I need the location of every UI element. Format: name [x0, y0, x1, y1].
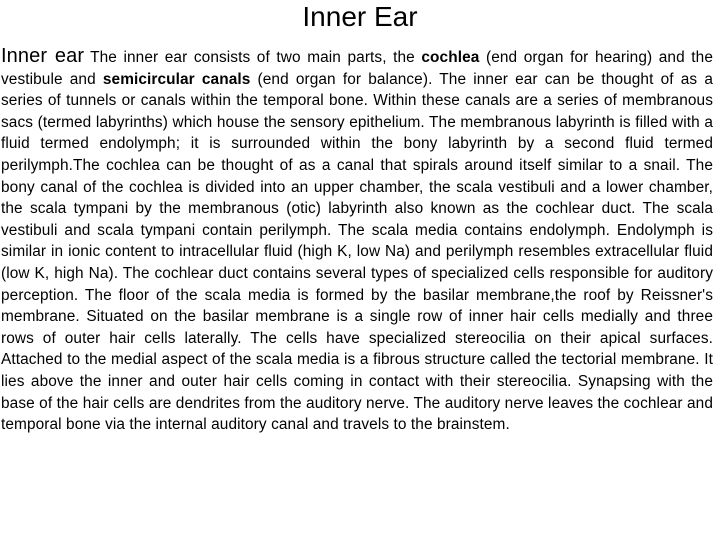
body-paragraph [1, 46, 713, 436]
term-cochlea: cochlea [421, 49, 480, 66]
lead-term: Inner ear [1, 45, 85, 67]
page-title: Inner Ear [302, 1, 418, 32]
text-segment-3: (end organ for balance). The inner ear can be thought of as a series of tunnels or canals within the temporal bone. Within these canals are a series of membranous sacs (termed labyrinths) which house the sensory epithelium. The membranous labyrinth is filled with a fluid termed endolymph; it is surrounded within the bony labyrinth by a second fluid termed perilymph.The cochlea can be thought of as a canal that spirals around itself similar to a snail. The bony canal of the cochlea is divided into an upper chamber, the scala vestibuli and a lower chamber, the scala tympani by the membranous (otic) labyrinth also known as the cochlear duct. The scala vestibuli and scala tympani contain perilymph. The scala media contains endolymph. Endolymph is similar in ionic content to intracellular fluid (high K, low Na) and perilymph resembles extracellular fluid (low K, high Na). The cochlear duct contains several types of specialized cells responsible for auditory perception. The floor of the scala media is formed by the basilar membrane,the roof by Reissner's membrane. Situated on the basilar membrane is a single row of inner hair cells medially and three rows of outer hair cells laterally. The cells have specialized stereocilia on their apical surfaces. Attached to the medial aspect of the scala media is a fibrous structure called the tectorial membrane. It lies above the inner and outer hair cells coming in contact with their stereocilia. Synapsing with the base of the hair cells are dendrites from the auditory nerve. The auditory nerve leaves the cochlear and temporal bone via the internal auditory canal and travels to the brainstem. [1, 70, 713, 434]
text-segment-2: (end organ for hearing) and the vestibule and [1, 49, 713, 88]
text-segment-1: The inner ear consists of two main parts, the [90, 49, 422, 66]
term-semicircular-canals: semicircular canals [102, 70, 251, 88]
